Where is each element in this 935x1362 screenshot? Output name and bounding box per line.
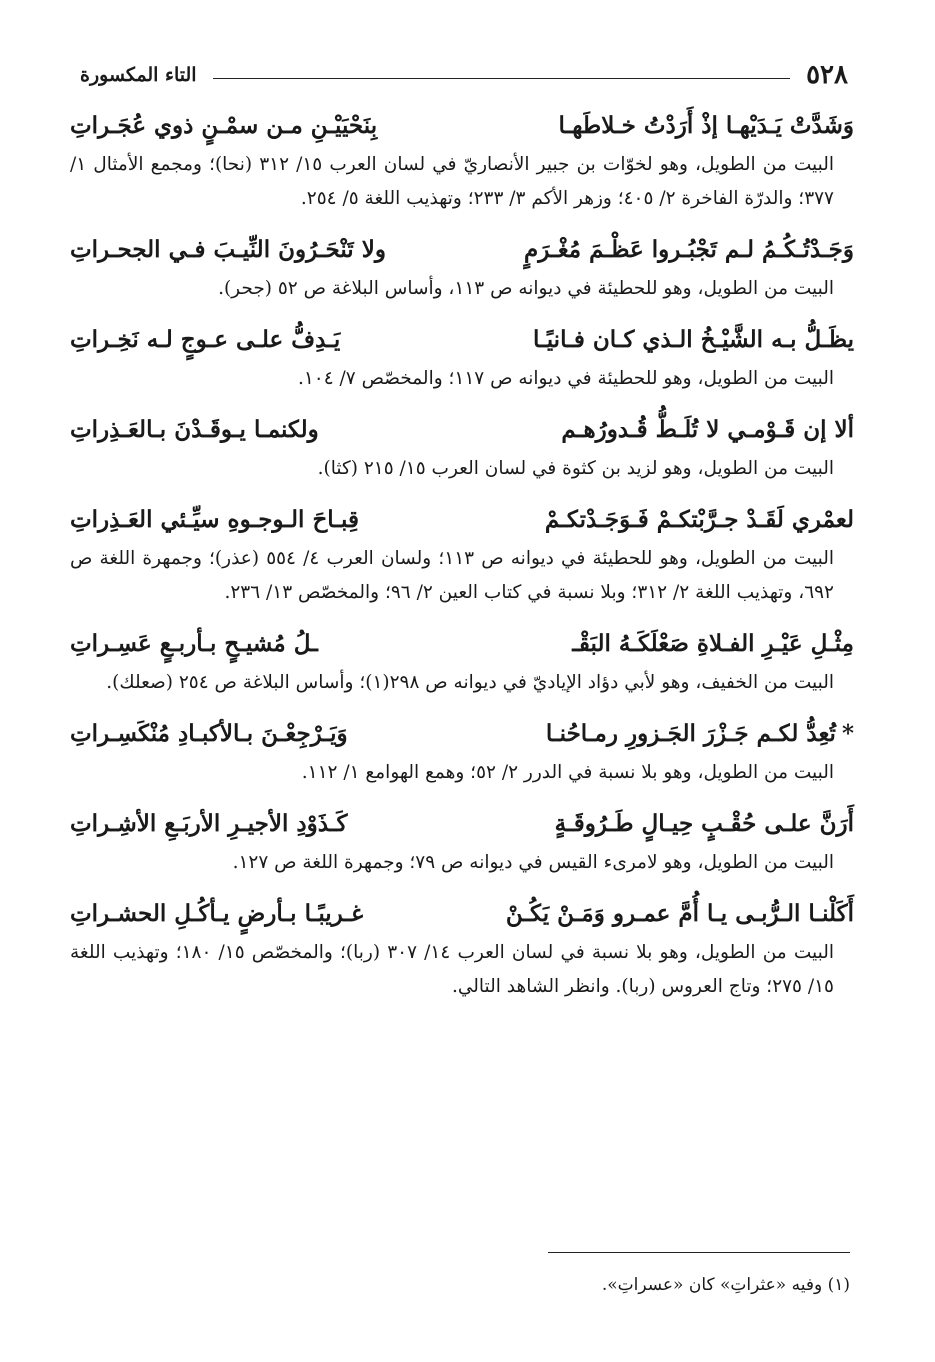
verse-list: [70, 104, 854, 1016]
verse-line: [70, 498, 854, 542]
verse-entry: [70, 228, 854, 306]
verse-first-hemistich-text: تُعِدُّ لكـم جَـزْرَ الجَـزورِ رمـاحُنـا: [545, 720, 836, 747]
verse-second-hemistich: قِبـاحَ الـوجـوهِ سيِّـئي العَـذِراتِ: [70, 506, 359, 533]
verse-commentary: البيت من الطويل، وهو لزيد بن كثوة في لسان العرب ١٥/ ٢١٥ (كثا).: [317, 458, 834, 479]
verse-first-hemistich: مِثْـلِ عَيْـرِ الفـلاةِ صَعْلَكَـهُ البَقْـ: [572, 630, 854, 657]
verse-first-hemistich: ألا إن قَـوْمـي لا تُلَـطُّ قُـدورُهـم: [561, 416, 854, 443]
verse-entry: [70, 498, 854, 610]
page-header: [80, 58, 848, 92]
verse-line: [70, 802, 854, 846]
verse-line: [70, 318, 854, 362]
verse-first-hemistich: [546, 712, 854, 756]
verse-commentary: البيت من الطويل، وهو للحطيئة في ديوانه ص ١١٣، وأساس البلاغة ص ٥٢ (جحر).: [218, 278, 834, 299]
verse-first-hemistich: أَكَلْنـا الـرُّبـى يـا أُمَّ عمـرو وَمَـنْ يَكُـنْ: [505, 900, 854, 927]
verse-first-hemistich: وَشَدَّتْ يَـدَيْهـا إذْ أَرَدْتُ خـلاطَهـا: [558, 112, 854, 139]
verse-entry: [70, 892, 854, 1004]
verse-entry: [70, 622, 854, 700]
verse-first-hemistich: لعمْري لَقَـدْ جـرَّبْتكـمْ فَـوَجَـدْتكـمْ: [544, 506, 854, 533]
verse-entry: [70, 802, 854, 880]
verse-first-hemistich: يظَـلُّ بـه الشَّيْـخُ الـذي كـان فـانيًـا: [532, 326, 854, 353]
verse-line: [70, 892, 854, 936]
verse-second-hemistich: ـلُ مُشيـحٍ بـأربـعٍ عَسِـراتِ: [70, 630, 318, 657]
verse-second-hemistich: بِنَحْيَيْـنِ مـن سمْـنٍ ذوي عُجَـراتِ: [70, 112, 378, 139]
verse-second-hemistich: ولا تَنْحَـرُونَ النِّيـبَ فـي الجحـراتِ: [70, 236, 386, 263]
asterisk-marker: *: [841, 720, 854, 747]
verse-second-hemistich: ولكنمـا يـوقَـدْنَ بـالعَـذِراتِ: [70, 416, 319, 443]
page-number: ٥٢٨: [806, 60, 848, 90]
verse-commentary: البيت من الطويل، وهو لامرىء القيس في ديوانه ص ٧٩؛ وجمهرة اللغة ص ١٢٧.: [232, 852, 834, 873]
verse-line: [70, 622, 854, 666]
header-rule: [213, 78, 791, 79]
verse-second-hemistich: غـريبًـا بـأرضٍ يـأكُـلِ الحشـراتِ: [70, 900, 364, 927]
verse-commentary: البيت من الطويل، وهو للحطيئة في ديوانه ص ١١٧؛ والمخصّص ٧/ ١٠٤.: [297, 368, 834, 389]
verse-commentary: البيت من الطويل، وهو بلا نسبة في الدرر ٢/ ٥٢؛ وهمع الهوامع ١/ ١١٢.: [301, 762, 834, 783]
verse-first-hemistich: وَجَـدْتُـكُـمُ لـم تَجْبُـروا عَظْـمَ مُغْـرَمٍ: [524, 236, 854, 263]
verse-entry: [70, 318, 854, 396]
verse-second-hemistich: كَـذَوْدِ الأجيـرِ الأربَـعِ الأشِـراتِ: [70, 810, 348, 837]
footnote-rule: [548, 1252, 850, 1253]
verse-commentary: البيت من الطويل، وهو لخوّات بن جبير الأنصاريّ في لسان العرب ١٥/ ٣١٢ (نحا)؛ ومجمع الأمثال ١/ ٣٧٧؛ والدرّة الفاخرة ٢/ ٤٠٥؛ وزهر الأكم ٣/ ٢٣٣؛ وتهذيب اللغة ٥/ ٢٥٤.: [70, 154, 834, 209]
verse-first-hemistich: أَرَنَّ علـى حُقْـبٍ حِيـالٍ طَـرُوقَـةٍ: [554, 810, 854, 837]
verse-commentary: البيت من الخفيف، وهو لأبي دؤاد الإياديّ في ديوانه ص ٢٩٨(١)؛ وأساس البلاغة ص ٢٥٤ (صعلك).: [106, 672, 834, 693]
verse-entry: [70, 104, 854, 216]
verse-entry: [70, 408, 854, 486]
running-title: التاء المكسورة: [80, 64, 197, 86]
verse-commentary: البيت من الطويل، وهو بلا نسبة في لسان العرب ١٤/ ٣٠٧ (ربا)؛ والمخصّص ١٥/ ١٨٠؛ وتهذيب اللغة ١٥/ ٢٧٥؛ وتاج العروس (ربا). وانظر الشاهد التالي.: [70, 942, 834, 997]
verse-entry: [70, 712, 854, 790]
verse-second-hemistich: وَيَـرْجِعْـنَ بـالأكبـادِ مُنْكَسِـراتِ: [70, 720, 348, 747]
verse-line: [70, 408, 854, 452]
verse-line: [70, 712, 854, 756]
footnote: (١) وفيه «عثراتِ» كان «عسراتِ».: [601, 1275, 850, 1295]
verse-commentary: البيت من الطويل، وهو للحطيئة في ديوانه ص ١١٣؛ ولسان العرب ٤/ ٥٥٤ (عذر)؛ وجمهرة اللغة ص ٦٩٢، وتهذيب اللغة ٢/ ٣١٢؛ وبلا نسبة في كتاب العين ٢/ ٩٦؛ والمخصّص ١٣/ ٢٣٦.: [70, 548, 834, 603]
verse-second-hemistich: يَـدِفُّ علـى عـوجٍ لـه نَخِـراتِ: [70, 326, 341, 353]
verse-line: [70, 104, 854, 148]
verse-line: [70, 228, 854, 272]
